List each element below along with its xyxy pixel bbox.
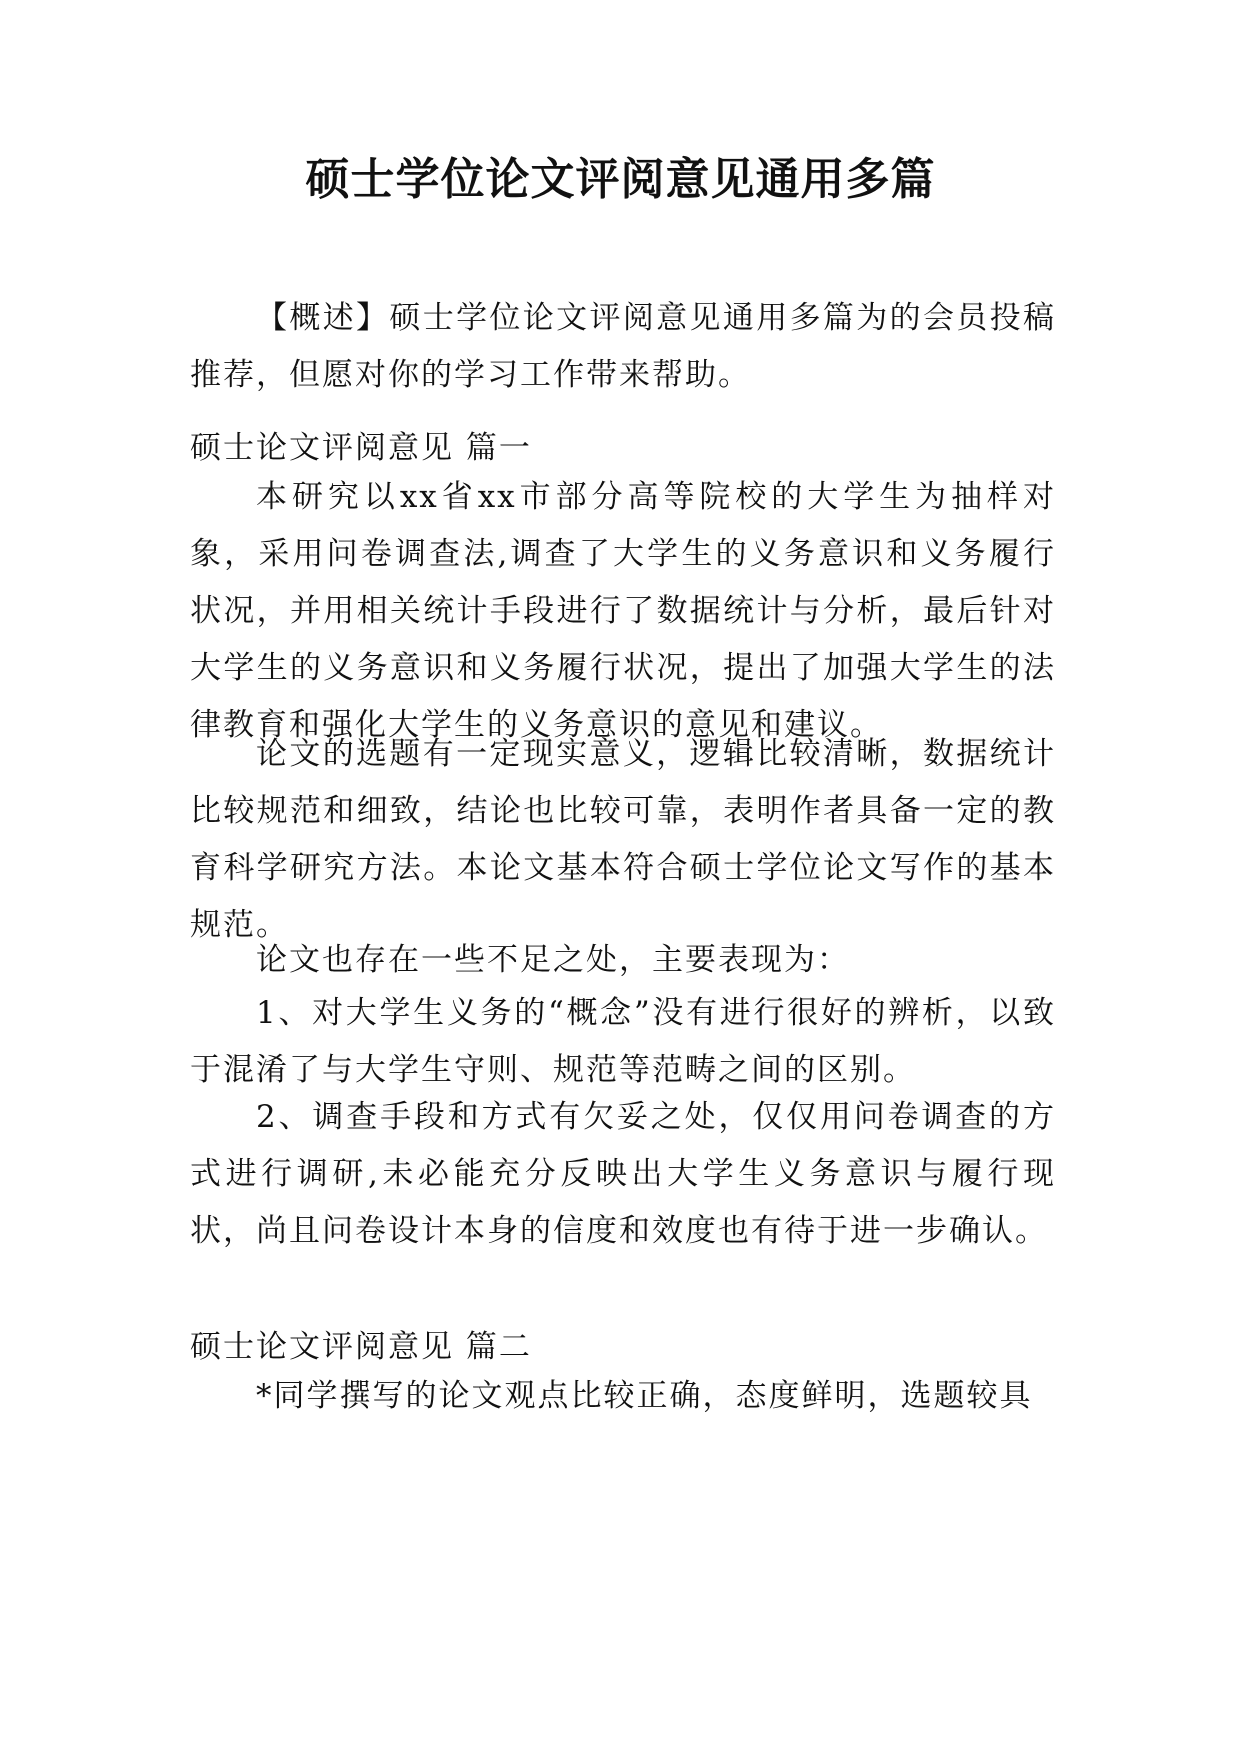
section-heading-1: 硕士论文评阅意见 篇一 — [190, 430, 532, 466]
section1-paragraph-1: 本研究以xx省xx市部分高等院校的大学生为抽样对象，采用问卷调查法,调查了大学生的义务意识和义务履行状况，并用相关统计手段进行了数据统计与分析，最后针对大学生的义务意识和义务履行状况，提出了加强大学生的法律教育和强化大学生的义务意识的意见和建议。 — [190, 479, 1056, 743]
section1-paragraph-2: 论文的选题有一定现实意义，逻辑比较清晰，数据统计比较规范和细致，结论也比较可靠，表明作者具备一定的教育科学研究方法。本论文基本符合硕士学位论文写作的基本规范。 — [190, 736, 1056, 943]
document-title: 硕士学位论文评阅意见通用多篇 — [305, 154, 936, 205]
section2-paragraph-1: *同学撰写的论文观点比较正确，态度鲜明，选题较具 — [256, 1378, 1033, 1414]
section-heading-2: 硕士论文评阅意见 篇二 — [190, 1329, 532, 1365]
section1-paragraph-4: 1、对大学生义务的“概念”没有进行很好的辨析，以致于混淆了与大学生守则、规范等范畴之间的区别。 — [190, 995, 1056, 1088]
summary-paragraph: 【概述】硕士学位论文评阅意见通用多篇为的会员投稿推荐，但愿对你的学习工作带来帮助。 — [190, 300, 1056, 393]
section1-paragraph-5: 2、调查手段和方式有欠妥之处，仅仅用问卷调查的方式进行调研,未必能充分反映出大学生义务意识与履行现状，尚且问卷设计本身的信度和效度也有待于进一步确认。 — [190, 1099, 1056, 1249]
section1-paragraph-3: 论文也存在一些不足之处，主要表现为： — [256, 942, 850, 978]
